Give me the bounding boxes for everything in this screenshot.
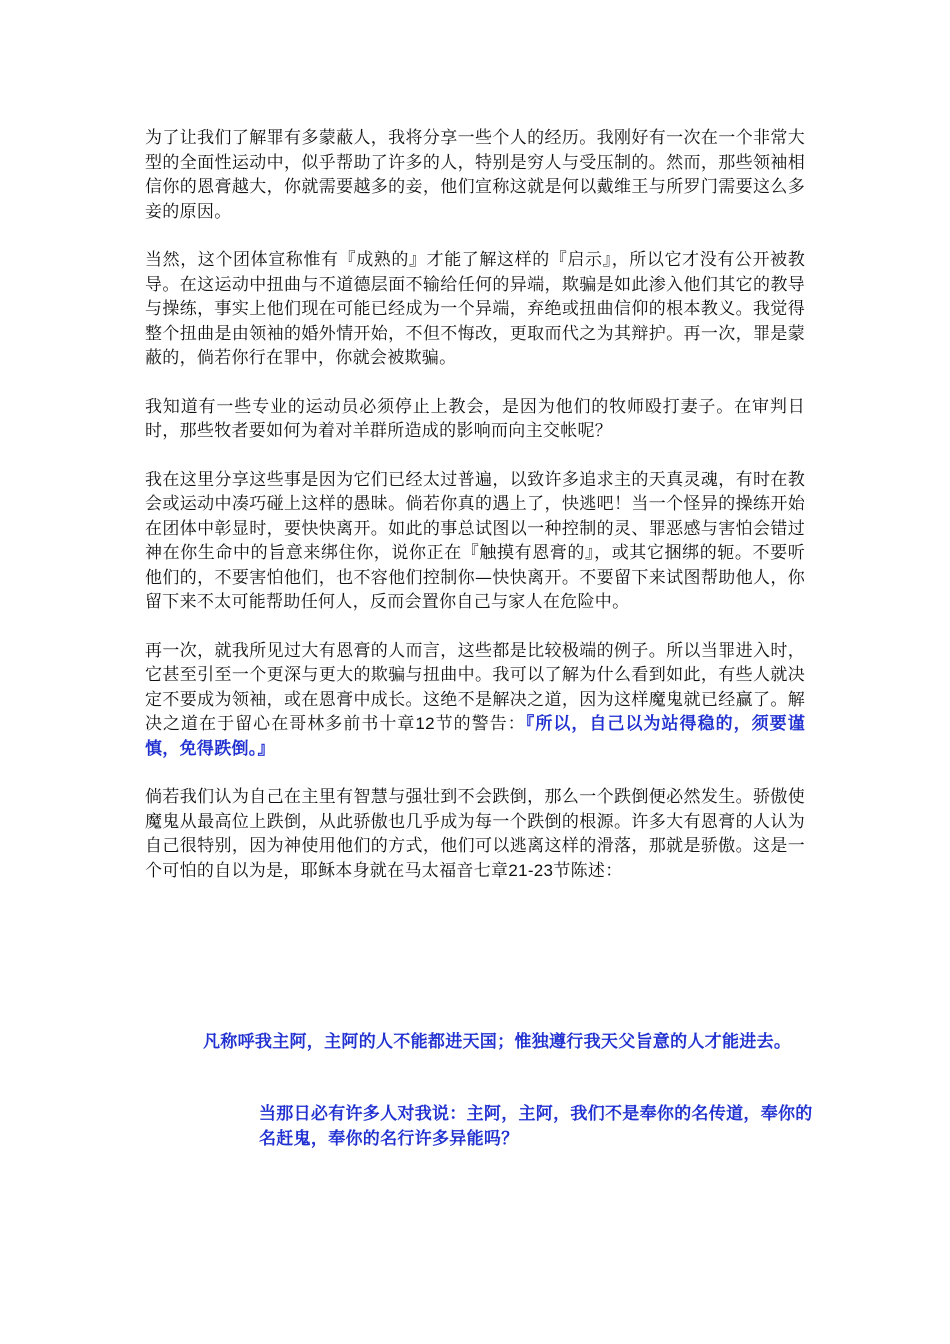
paragraph-6 [145,785,805,883]
document-body [145,126,805,907]
paragraph-5-text-after: 节的警告： [434,714,526,734]
paragraph-2: 当然，这个团体宣称惟有『成熟的』才能了解这样的『启示』，所以它才没有公开被教导。在这运动中扭曲与不道德层面不输给任何的异端，欺骗是如此渗入他们其它的教导与操练，事实上他们现在可能已经成为一个异端，弃绝或扭曲信仰的根本教义。我觉得整个扭曲是由领袖的婚外情开始，不但不悔改，更取而代之为其辩护。再一次，罪是蒙蔽的，倘若你行在罪中，你就会被欺骗。 [145,250,805,368]
paragraph-1: 为了让我们了解罪有多蒙蔽人，我将分享一些个人的经历。我刚好有一次在一个非常大型的全面性运动中，似乎帮助了许多的人，特别是穷人与受压制的。然而，那些领袖相信你的恩膏越大，你就需要越多的妾，他们宣称这就是何以戴维王与所罗门需要这么多妾的原因。 [145,128,805,222]
paragraph-6-text-after: 节陈述： [553,860,623,881]
paragraph-5-text: 再一次，就我所见过大有恩膏的人而言，这些都是比较极端的例子。所以当罪进入时，它甚至引至一个更深与更大的欺骗与扭曲中。我可以了解为什么看到如此，有些人就决定不要成为领袖，或在恩膏中成长。这绝不是解决之道，因为这样魔鬼就已经赢了。解决之道在于留心在哥林多前书十章 [145,640,805,734]
scripture-quote-inline: 『所以，自己以为站得稳的，须要谨慎，免得跌倒。』 [145,714,806,759]
paragraph-5 [145,639,805,762]
verse-number: 12 [415,714,435,733]
verse-range: 21-23 [508,860,554,880]
paragraph-4: 我在这里分享这些事是因为它们已经太过普遍，以致许多追求主的天真灵魂，有时在教会或运动中凑巧碰上这样的愚昧。倘若你真的遇上了，快逃吧！当一个怪异的操练开始在团体中彰显时，要快快离开。如此的事总试图以一种控制的灵、罪恶感与害怕会错过神在你生命中的旨意来绑住你，说你正在『触摸有恩膏的』，或其它捆绑的轭。不要听他们的，不要害怕他们，也不容他们控制你—快快离开。不要留下来试图帮助他人，你留下来不太可能帮助任何人，反而会置你自己与家人在危险中。 [145,469,805,612]
paragraph-3: 我知道有一些专业的运动员必须停止上教会，是因为他们的牧师殴打妻子。在审判日时，那些牧者要如何为着对羊群所造成的影响而向主交帐呢？ [145,396,805,441]
paragraph-6-text: 倘若我们认为自己在主里有智慧与强壮到不会跌倒，那么一个跌倒便必然发生。骄傲使魔鬼从最高位上跌倒，从此骄傲也几乎成为每一个跌倒的根源。许多大有恩膏的人认为自己很特别，因为神使用他们的方式，他们可以逃离这样的滑落，那就是骄傲。这是一个可怕的自以为是，耶稣本身就在马太福音七章 [145,787,805,881]
scripture-blockquote-2: 当那日必有许多人对我说：主阿，主阿，我们不是奉你的名传道，奉你的名赶鬼，奉你的名行许多异能吗？ [259,1104,813,1149]
scripture-blockquote-1: 凡称呼我主阿，主阿的人不能都进天国；惟独遵行我天父旨意的人才能进去。 [203,1032,792,1052]
